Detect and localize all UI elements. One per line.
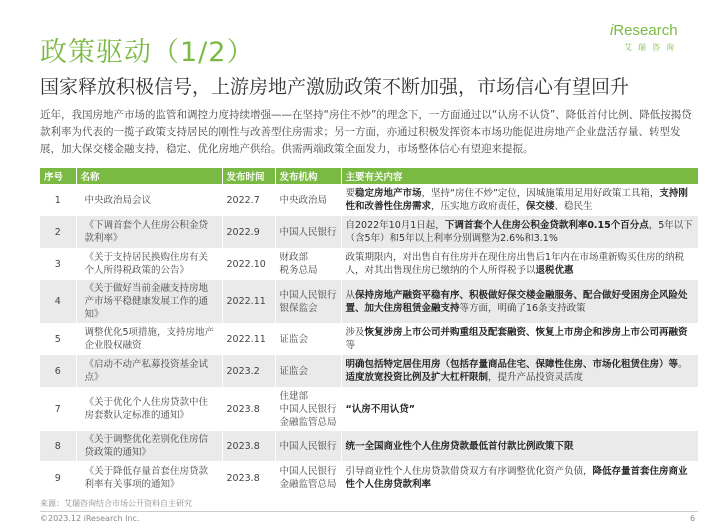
logo-main-text: Research [613,22,678,39]
header-date: 发布时间 [222,168,275,184]
table-row [40,248,698,280]
row-date: 2022.7 [222,184,275,216]
content-text: 引导商业性个人住房贷款借贷双方有序调整优化资产负债， [345,466,593,477]
content-text: ，坚持“房住不炒”定位，因城施策用足用好政策工具箱， [421,188,660,199]
table-body [40,184,698,495]
content-emphasis: 支持刚性和改善性住房需求 [345,188,688,212]
content-text: 等 [345,340,356,351]
row-name: 《下调首套个人住房公积金贷款利率》 [76,216,222,248]
row-name: 中央政治局会议 [76,184,222,216]
row-number: 5 [40,323,76,355]
iresearch-logo [610,22,690,52]
row-name: 调整优化5项措施，支持房地产企业股权融资 [76,323,222,355]
row-date: 2022.9 [222,216,275,248]
row-content [341,387,698,431]
content-emphasis: 降低存量首套住房商业性个人住房贷款利率 [345,466,688,490]
row-content [341,280,698,323]
source-note: 来源：艾瑞咨询结合市场公开资料自主研究 [40,499,192,508]
row-org-line: 中国人民银行 [279,403,337,415]
page-title: 政策驱动（1/2） [40,37,255,68]
content-text: 政策期限内，对出售自有住房并在现住房出售后1年内在市场重新购买住房的纳税人，对其出售现住房已缴纳的个人所得税予以 [345,252,685,276]
content-emphasis: 适度放宽投资比例及扩大杠杆限制 [345,372,489,383]
row-content [341,461,698,495]
row-date: 2023.8 [222,387,275,431]
row-org-line: 税务总局 [279,265,318,276]
content-text: ，压实地方政府责任， [431,201,527,212]
content-emphasis: 统一全国商业性个人住房贷款最低首付款比例政策下限 [345,440,574,452]
row-org-line: 金融监管总局 [279,479,337,490]
row-org-line: 中国人民银行 [279,226,337,238]
row-number: 1 [40,184,76,216]
copyright: ©2023.12 iResearch Inc. [40,514,140,523]
content-text: 要 [345,188,356,199]
table-row [40,280,698,323]
content-emphasis: 保持房地产融资平稳有序、积极做好保交楼金融服务、配合做好受困房企风险处置、加大住房租赁金融支持 [345,289,688,314]
page-subtitle: 国家释放积极信号，上游房地产激励政策不断加强，市场信心有望回升 [40,76,630,98]
table-row [40,323,698,355]
row-org [275,387,341,431]
logo-prefix: i [610,22,614,39]
row-content [341,323,698,355]
row-date: 2023.8 [222,461,275,495]
table-row [40,216,698,248]
table-row [40,184,698,216]
row-org [275,323,341,355]
row-name: 《关于降低存量首套住房贷款利率有关事项的通知》 [76,461,222,495]
row-number: 2 [40,216,76,248]
header-org: 发布机构 [275,168,341,184]
row-content [341,184,698,216]
content-emphasis: 退税优惠 [535,265,574,276]
row-org-line: 住建部 [279,390,309,402]
row-org-line: 中央政治局 [279,194,328,206]
row-content [341,248,698,280]
row-name: 《关于优化个人住房贷款中住房套数认定标准的通知》 [76,387,222,431]
row-number: 9 [40,461,76,495]
content-text: 、稳民生 [554,201,593,212]
content-emphasis: 明确包括特定居住用房（包括存量商品住宅、保障性住房、市场化租赁住房）等 [345,359,679,370]
content-text: 从 [345,289,356,301]
row-content [341,431,698,461]
content-emphasis: “认房不用认贷” [345,403,415,415]
page-number: 6 [690,514,696,523]
row-date: 2022.11 [222,323,275,355]
row-name: 《关于做好当前金融支持房地产市场平稳健康发展工作的通知》 [76,280,222,323]
row-date: 2023.8 [222,431,275,461]
row-org [275,216,341,248]
row-org [275,184,341,216]
content-text: 自2022年10月1日起， [345,220,445,231]
table-header-row [40,168,698,184]
row-name: 《关于调整优化差别化住房信贷政策的通知》 [76,431,222,461]
header-name: 名称 [76,168,222,184]
row-number: 3 [40,248,76,280]
table-row [40,461,698,495]
row-date: 2022.10 [222,248,275,280]
content-emphasis: 稳定房地产市场 [355,188,422,199]
row-org [275,461,341,495]
header-number: 序号 [40,168,76,184]
content-text: ，5年以下（含5年）和5年以上利率分别调整为2.6%和3.1% [345,220,693,244]
row-number: 6 [40,355,76,387]
row-name: 《关于支持居民换购住房有关个人所得税政策的公告》 [76,248,222,280]
content-emphasis: 保交楼 [526,201,555,212]
policy-table [40,168,698,495]
row-org-line: 中国人民银行 [279,466,337,477]
row-date: 2022.11 [222,280,275,323]
table-row [40,387,698,431]
row-org-line: 中国人民银行 [279,440,337,452]
row-org-line: 中国人民银行 [279,289,337,301]
row-date: 2023.2 [222,355,275,387]
row-org [275,431,341,461]
table-row [40,355,698,387]
row-org-line: 证监会 [279,365,309,377]
row-org [275,280,341,323]
row-number: 8 [40,431,76,461]
content-emphasis: 恢复涉房上市公司并购重组及配套融资、恢复上市房企和涉房上市公司再融资 [364,327,688,338]
row-org-line: 证监会 [279,333,309,345]
row-name: 《启动不动产私募投资基金试点》 [76,355,222,387]
row-org [275,355,341,387]
logo-subtext: 艾瑞咨询 [624,43,680,52]
row-org-line: 财政部 [279,252,309,263]
table-row [40,431,698,461]
row-content [341,355,698,387]
content-text: 等方面，明确了16条支持政策 [459,302,586,314]
row-org-line: 金融监管总局 [279,416,337,428]
row-number: 7 [40,387,76,431]
content-text: 涉及 [345,327,365,338]
row-number: 4 [40,280,76,323]
row-content [341,216,698,248]
footer-divider [40,511,698,512]
row-org [275,248,341,280]
content-emphasis: 下调首套个人住房公积金贷款利率0.15个百分点 [444,220,649,231]
row-org-line: 银保监会 [279,302,318,314]
content-text: 。 [678,359,688,370]
header-content: 主要有关内容 [341,168,698,184]
intro-paragraph: 近年，我国房地产市场的监管和调控力度持续增强——在坚持“房住不炒”的理念下，一方面通过以“认房不认贷”、降低首付比例、降低按揭贷款利率为代表的一揽子政策支持居民的刚性与改善型住房需求；另一方面，亦通过积极发挥资本市场功能促进房地产企业盘活存量、转型发展，加大保交楼金融支持，稳定、优化房地产供给。供需两端政策全面发力，市场整体信心有望迎来提振。 [40,109,692,155]
logo-wordmark [610,22,678,39]
content-text: ，提升产品投资灵活度 [488,372,584,383]
